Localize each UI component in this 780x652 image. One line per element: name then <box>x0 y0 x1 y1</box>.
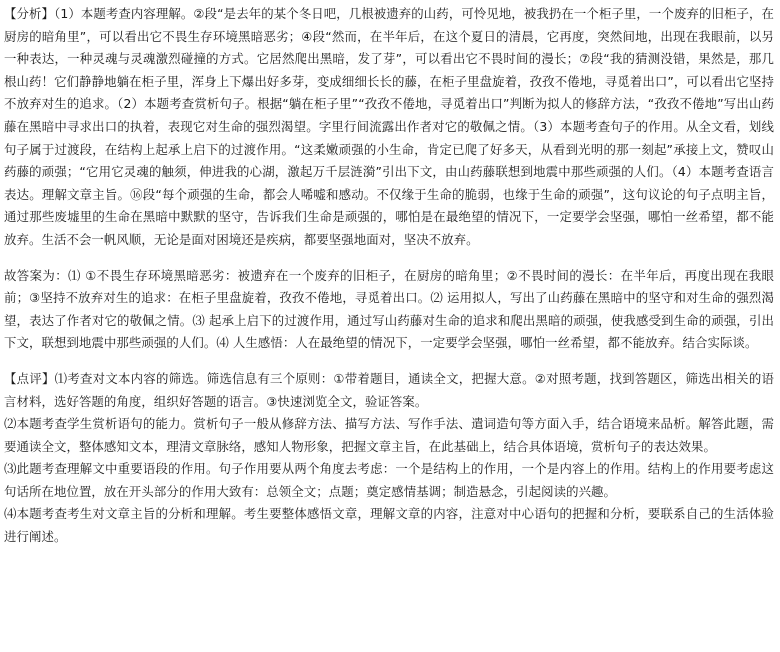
answer-section <box>4 265 774 355</box>
comment-paragraph-2: ⑵本题考查学生赏析语句的能力。赏析句子一般从修辞方法、描写方法、写作手法、遣词造句等方面入手，结合语境来品析。解答此题，需要通读全文，整体感知文本，理清文章脉络，感知人物形象，把握文章主旨，在此基础上，结合具体语境，赏析句子的表达效果。 <box>4 416 774 454</box>
analysis-text: （1）本题考查内容理解。②段“是去年的某个冬日吧，几根被遗弃的山药，可怜见地，被我扔在一个柜子里，一个废弃的旧柜子，在厨房的暗角里”，可以看出它不畏生存环境黑暗恶劣；④段“然而，在半年后，在这个夏日的清晨，它再度，突然间地，出现在我眼前，以另一种表达，一种灵魂与灵魂激烈碰撞的方式。它居然爬出黑暗，发了芽”，可以看出它不畏时间的漫长；⑦段“我的猜测没错，果然是，那几根山药！它们静静地躺在柜子里，浑身上下爆出好多芽，变成细细长长的藤，在柜子里盘旋着，孜孜不倦地，寻觅着出口”，可以看出它坚持不放弃对生的追求。（2）本题考查赏析句子。根据“躺在柜子里”“孜孜不倦地，寻觅着出口”判断为拟人的修辞方法，“孜孜不倦地”写出山药藤在黑暗中寻求出口的执着，表现它对生命的强烈渴望。字里行间流露出作者对它的敬佩之情。（3）本题考查句子的作用。从全文看，划线句子属于过渡段，在结构上起承上启下的过渡作用。“这柔嫩顽强的小生命，肯定已爬了好多天，从看到光明的那一刻起”承接上文，赞叹山药藤的顽强；“它用它灵魂的触须，伸进我的心湖，激起万千层涟漪”引出下文，由山药藤联想到地震中那些顽强的人们。（4）本题考查语言表达。理解文章主旨。⑯段“每个顽强的生命，都会人唏嘘和感动。不仅缘于生命的脆弱，也缘于生命的顽强”，这句议论的句子点明主旨，通过那些废墟里的生命在黑暗中默默的坚守，告诉我们生命是顽强的，哪怕是在最绝望的情况下，一定要学会坚强，哪怕一丝希望，都不能放弃。生活不会一帆风顺，无论是面对困境还是疾病，都要坚强地面对，坚决不放弃。 <box>4 6 774 247</box>
analysis-tag: 【分析】 <box>4 6 55 21</box>
comment-paragraph-3: ⑶此题考查理解文中重要语段的作用。句子作用要从两个角度去考虑：一个是结构上的作用，一个是内容上的作用。结构上的作用要考虑这句话所在地位置，放在开头部分的作用大致有：总领全文；点题；奠定感情基调；制造悬念，引起阅读的兴趣。 <box>4 461 774 499</box>
comment-text-1: ⑴考查对文本内容的筛选。筛选信息有三个原则：①带着题目，通读全文，把握大意。②对照考题，找到答题区，筛选出相关的语言材料，选好答题的角度，组织好答题的语言。③快速浏览全文，验证答案。 <box>4 370 774 409</box>
comment-paragraph-1 <box>4 368 774 413</box>
analysis-section <box>4 3 774 252</box>
comment-paragraph-4: ⑷本题考查考生对文章主旨的分析和理解。考生要整体感悟文章，理解文章的内容，注意对中心语句的把握和分析，要联系自己的生活体验进行阐述。 <box>4 506 774 545</box>
answer-text: 故答案为：⑴ ①不畏生存环境黑暗恶劣：被遗弃在一个废弃的旧柜子，在厨房的暗角里；②不畏时间的漫长：在半年后，再度出现在我眼前；③坚持不放弃对生的追求：在柜子里盘旋着，孜孜不倦地，寻觅着出口。⑵ 运用拟人，写出了山药藤在黑暗中的坚守和对生命的强烈渴望，表达了作者对它的敬佩之情。⑶ 起承上启下的过渡作用，通过写山药藤对生命的追求和爬出黑暗的顽强，使我感受到生命的顽强，引出下文，联想到地震中那些顽强的人们。⑷ 人生感悟：人在最绝望的情况下，一定要学会坚强，哪怕一丝希望，都不能放弃。结合实际谈。 <box>4 267 774 351</box>
comment-tag: 【点评】 <box>4 370 55 386</box>
comment-section <box>4 368 774 549</box>
